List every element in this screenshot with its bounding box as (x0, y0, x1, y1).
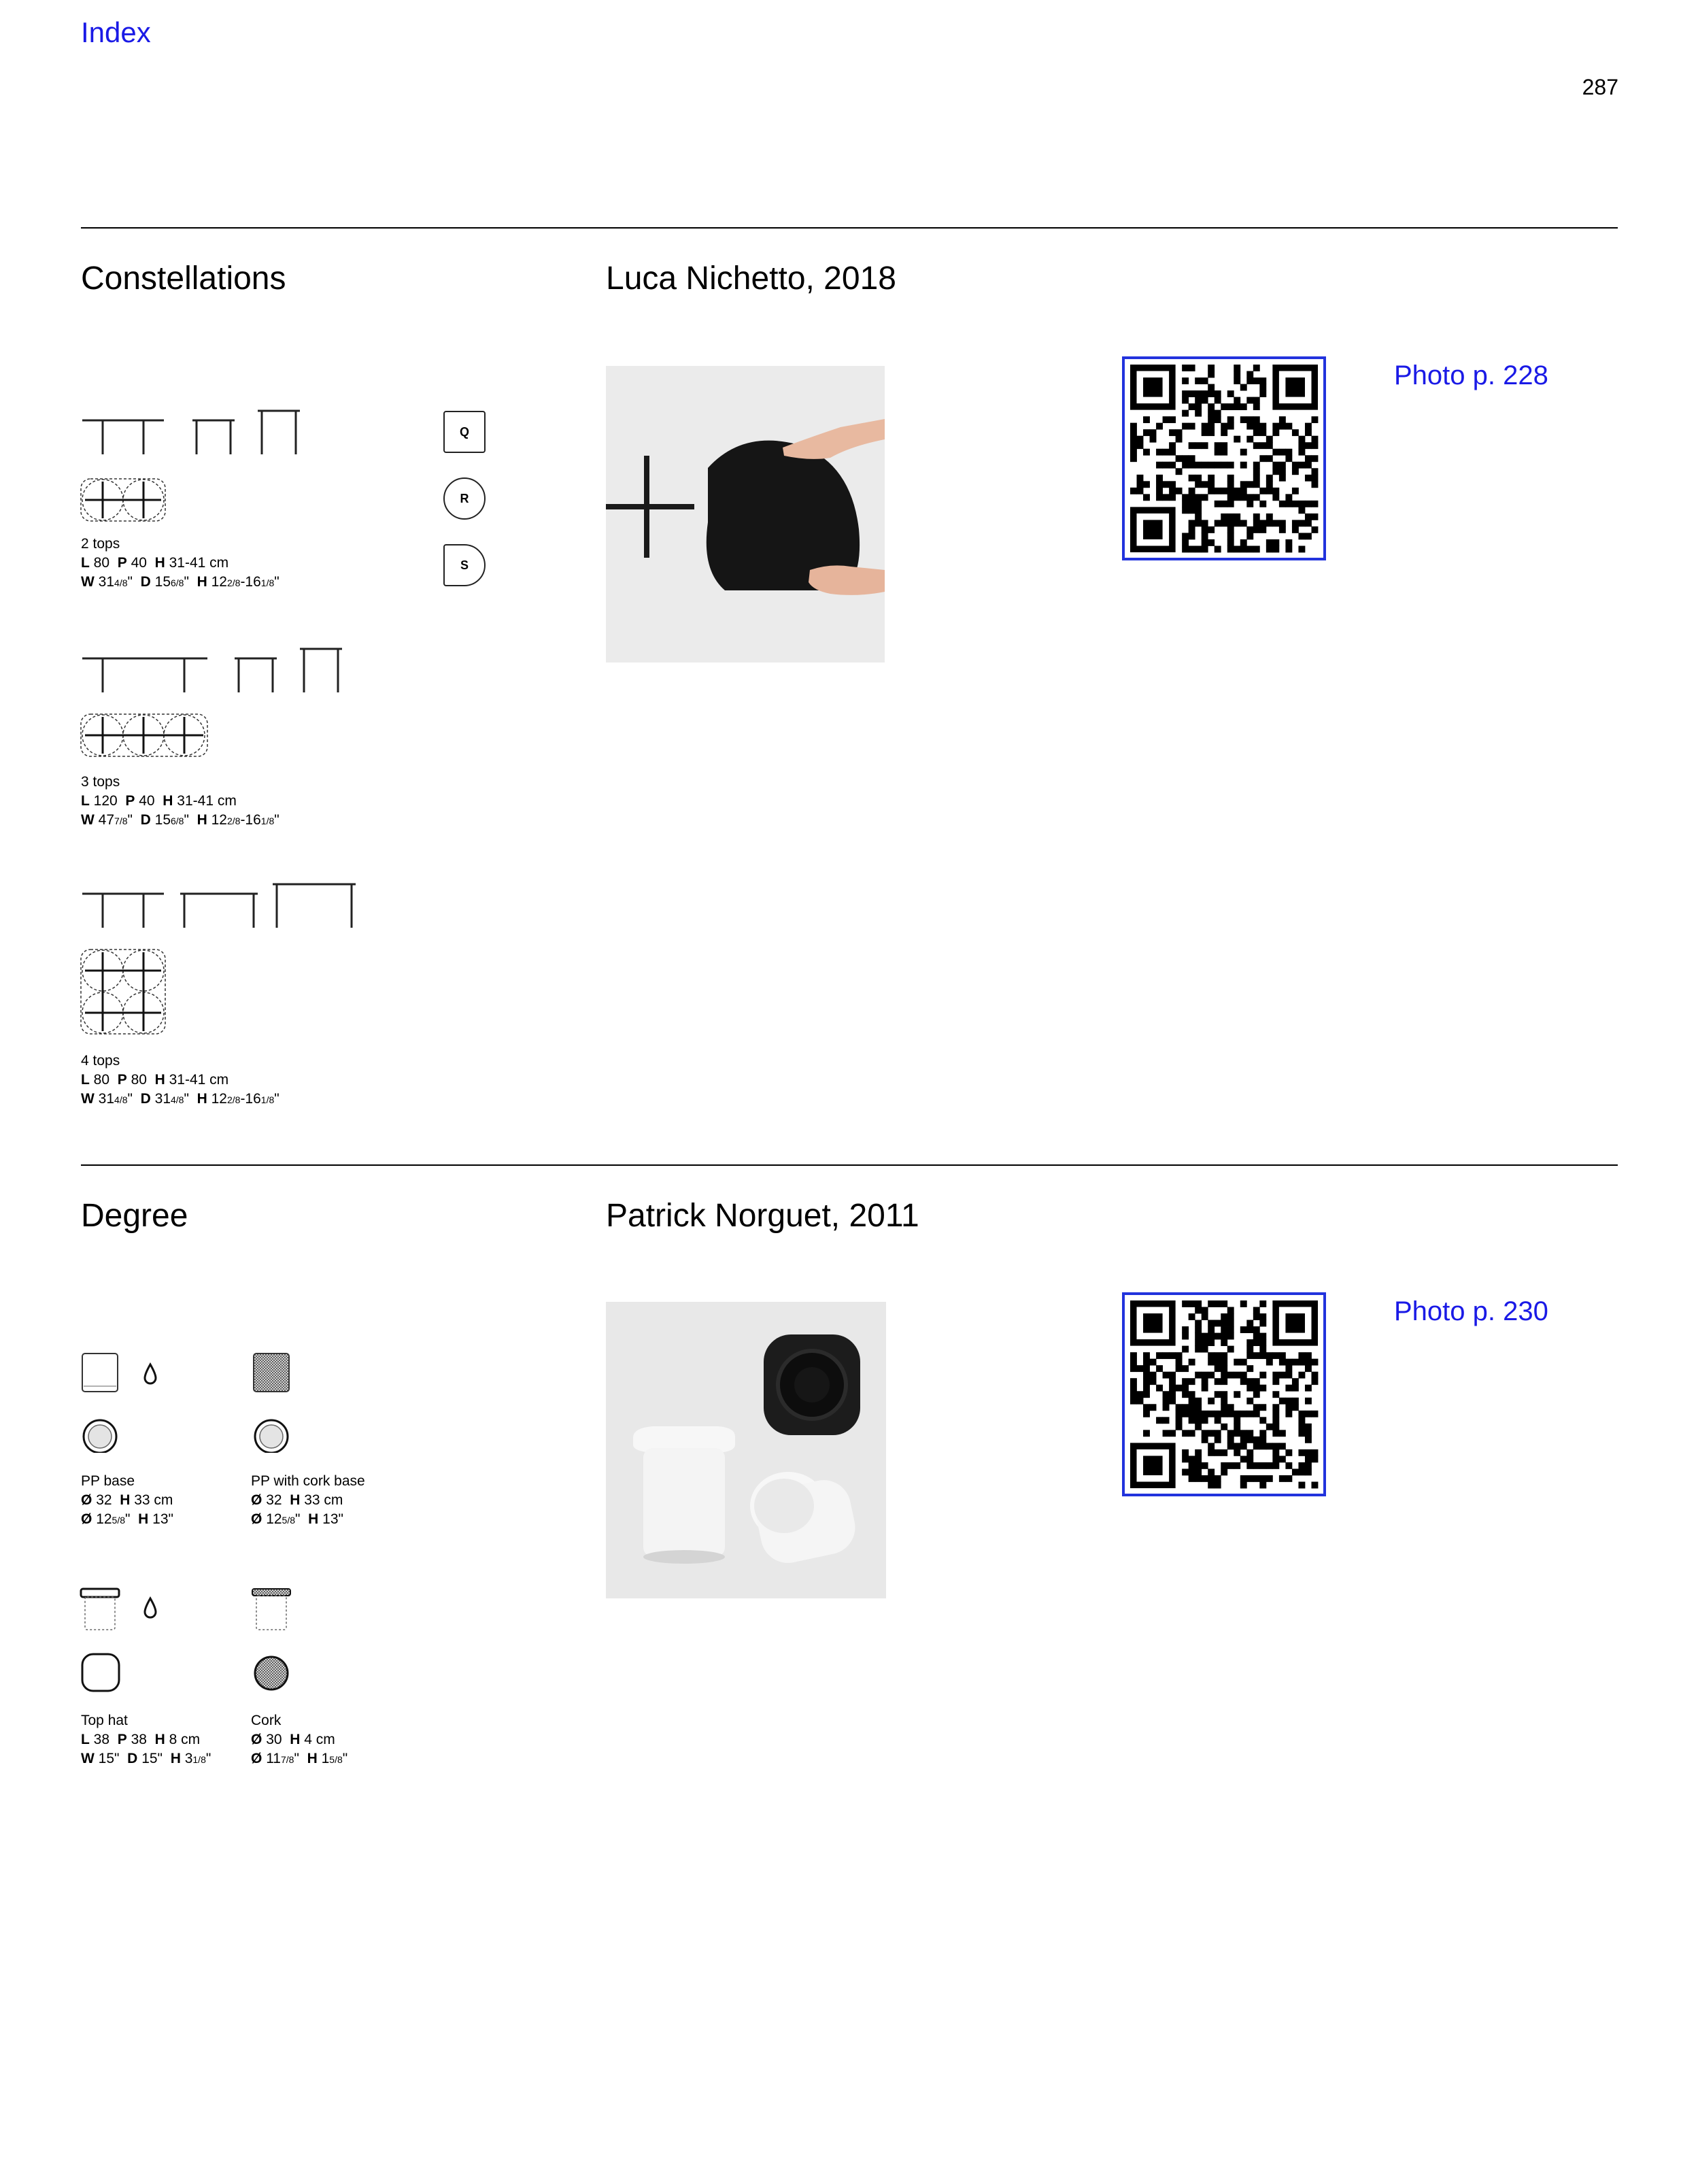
item-specs (81, 1711, 211, 1769)
finish-square-icon (443, 411, 486, 453)
qr-code[interactable] (1122, 356, 1326, 560)
metric-line: L 80 P 40 H 31-41 cm (81, 555, 229, 571)
drop-icon (145, 1364, 156, 1383)
pp-base-drawing (80, 1351, 168, 1453)
finish-label: R (460, 491, 469, 505)
three-tops-drawing (80, 643, 352, 766)
item-specs (251, 1472, 365, 1530)
product-name: Constellations (81, 261, 286, 297)
imperial-line: Ø 125/8" H 13" (81, 1511, 173, 1527)
config-title: 2 tops (81, 536, 120, 552)
cork-drawing (251, 1586, 305, 1695)
pp-cork-base-drawing (251, 1351, 305, 1453)
product-photo (606, 366, 885, 662)
config-title: 3 tops (81, 774, 120, 790)
finish-label: Q (459, 424, 469, 439)
item-title: Cork (251, 1713, 282, 1728)
config-specs (81, 773, 279, 830)
item-specs (81, 1472, 173, 1530)
item-specs (251, 1711, 347, 1769)
four-tops-drawing (80, 879, 365, 1042)
metric-line: Ø 32 H 33 cm (81, 1492, 173, 1508)
product-name: Degree (81, 1198, 188, 1234)
item-title: Top hat (81, 1713, 128, 1728)
designer-year: Patrick Norguet, 2011 (606, 1198, 919, 1234)
metric-line: L 80 P 80 H 31-41 cm (81, 1072, 229, 1088)
imperial-line: W 314/8" D 314/8" H 122/8-161/8" (81, 1091, 279, 1107)
imperial-line: W 15" D 15" H 31/8" (81, 1751, 211, 1766)
drop-icon (145, 1598, 156, 1617)
photo-page-link[interactable]: Photo p. 230 (1394, 1296, 1548, 1326)
metric-line: L 38 P 38 H 8 cm (81, 1732, 201, 1747)
metric-line: L 120 P 40 H 31-41 cm (81, 793, 237, 809)
two-tops-drawing (80, 405, 311, 528)
product-photo (606, 1302, 886, 1598)
imperial-line: Ø 125/8" H 13" (251, 1511, 343, 1527)
config-specs (81, 535, 279, 592)
imperial-line: Ø 117/8" H 15/8" (251, 1751, 348, 1766)
constellations-photo-illustration (606, 366, 885, 662)
item-title: PP base (81, 1473, 135, 1489)
designer-year: Luca Nichetto, 2018 (606, 261, 896, 297)
qr-code[interactable] (1122, 1292, 1326, 1496)
finish-shaped-icon (443, 544, 486, 586)
section-divider (81, 1164, 1618, 1166)
qr-pattern (1125, 359, 1323, 558)
imperial-line: W 477/8" D 156/8" H 122/8-161/8" (81, 812, 279, 828)
config-title: 4 tops (81, 1053, 120, 1069)
item-title: PP with cork base (251, 1473, 365, 1489)
page-number: 287 (1582, 75, 1618, 99)
finish-round-icon (443, 477, 486, 520)
top-hat-drawing (80, 1586, 168, 1695)
index-link[interactable]: Index (81, 16, 151, 48)
qr-pattern (1125, 1295, 1323, 1494)
finish-label: S (460, 558, 469, 572)
metric-line: Ø 32 H 33 cm (251, 1492, 343, 1508)
photo-page-link[interactable]: Photo p. 228 (1394, 360, 1548, 390)
degree-photo-illustration (606, 1302, 886, 1598)
metric-line: Ø 30 H 4 cm (251, 1732, 335, 1747)
section-divider (81, 227, 1618, 229)
imperial-line: W 314/8" D 156/8" H 122/8-161/8" (81, 574, 279, 590)
config-specs (81, 1052, 279, 1109)
